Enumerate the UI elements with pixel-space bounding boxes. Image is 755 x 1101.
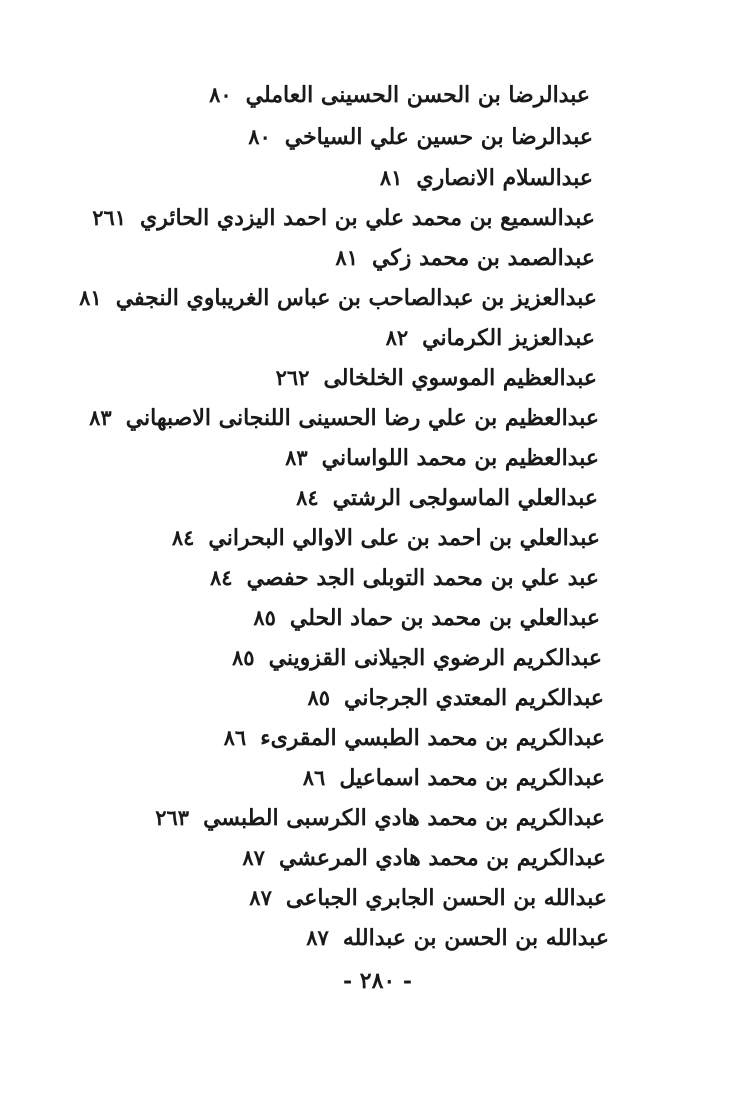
entry-page-ref: ٢٦٣ (155, 805, 190, 830)
index-entry (248, 117, 593, 157)
entry-page-ref: ٨٤ (296, 485, 319, 510)
entry-page-ref: ٨٢ (385, 325, 409, 350)
entry-page-ref: ٨٠ (248, 124, 271, 149)
index-entry (253, 598, 600, 638)
index-entry (242, 838, 606, 878)
entry-page-ref: ٨٥ (307, 685, 331, 710)
entry-name: عبدالله بن الحسن بن عبدالله (342, 925, 609, 951)
entry-name: عبدالكريم الرضوي الجيلانى القزويني (268, 645, 602, 671)
entry-name: عبدالسلام الانصاري (416, 165, 593, 191)
entry-page-ref: ٨٧ (242, 845, 265, 870)
index-entry (276, 358, 597, 398)
index-entry (306, 918, 609, 958)
index-entry (92, 198, 595, 238)
entry-name: عبدالصمد بن محمد زكي (371, 245, 595, 271)
entry-page-ref: ٨٥ (232, 645, 255, 670)
index-entry (303, 758, 605, 798)
entry-page-ref: ٨٣ (89, 405, 112, 430)
entry-page-ref: ٢٦٢ (275, 365, 310, 390)
index-entry (386, 318, 595, 358)
index-entry (155, 798, 605, 838)
index-entry (335, 238, 595, 278)
entry-name: عبدالعزيز الكرماني (422, 325, 595, 351)
index-entry (380, 158, 593, 198)
entry-name: عبدالرضا بن حسين علي السياخي (284, 124, 593, 150)
entry-page-ref: ٨٤ (210, 565, 233, 590)
entry-name: عبدالعزيز بن عبدالصاحب بن عباس الغريباوي النجفي (115, 285, 597, 311)
index-entry (79, 278, 597, 318)
index-entry (224, 718, 605, 758)
entry-page-ref: ٨١ (335, 245, 358, 270)
entry-name: عبدالعظيم بن محمد اللواساني (321, 445, 599, 471)
index-entry (307, 678, 604, 718)
index-entry (209, 75, 590, 115)
entry-page-ref: ٨١ (79, 285, 102, 310)
entry-page-ref: ٨٧ (306, 925, 329, 950)
entry-name: عبدالعلي بن محمد بن حماد الحلي (289, 605, 600, 631)
index-entry (172, 518, 600, 558)
index-entry (210, 558, 599, 598)
index-entry (89, 398, 599, 438)
index-entry (232, 638, 602, 678)
entry-name: عبدالسميع بن محمد علي بن احمد اليزدي الحائري (140, 205, 595, 231)
entry-name: عبدالله بن الحسن الجابري الجباعى (285, 885, 607, 911)
entry-name: عبدالكريم بن محمد هادي الكرسبى الطبسي (203, 805, 605, 831)
entry-name: عبدالكريم بن محمد الطبسي المقرىء (260, 725, 605, 751)
entry-name: عبدالرضا بن الحسن الحسينى العاملي (245, 82, 590, 108)
index-entry (249, 878, 607, 918)
entry-page-ref: ٨٤ (171, 525, 195, 550)
index-entry (296, 478, 598, 518)
page-number: - ٢٨٠ - (342, 968, 413, 994)
entry-page-ref: ٢٦١ (92, 205, 127, 230)
entry-page-ref: ٨٥ (253, 605, 276, 630)
entry-name: عبدالعلي بن احمد بن على الاوالي البحراني (208, 525, 600, 551)
entry-name: عبدالعلي الماسولجى الرشتي (332, 485, 598, 511)
entry-page-ref: ٨٧ (249, 885, 272, 910)
entry-name: عبد علي بن محمد التوبلى الجد حفصي (246, 565, 599, 591)
entry-name: عبدالكريم بن محمد هادي المرعشي (278, 845, 606, 871)
entry-page-ref: ٨٦ (223, 725, 247, 750)
entry-name: عبدالعظيم بن علي رضا الحسينى اللنجانى الاصبهاني (125, 405, 599, 431)
entry-page-ref: ٨١ (379, 165, 403, 190)
entry-page-ref: ٨٣ (285, 445, 308, 470)
entry-page-ref: ٨٦ (302, 765, 326, 790)
entry-name: عبدالعظيم الموسوي الخلخالى (323, 365, 597, 391)
entry-page-ref: ٨٠ (209, 82, 232, 107)
index-entry (285, 438, 599, 478)
entry-name: عبدالكريم بن محمد اسماعيل (339, 765, 605, 791)
entry-name: عبدالكريم المعتدي الجرجاني (344, 685, 604, 711)
